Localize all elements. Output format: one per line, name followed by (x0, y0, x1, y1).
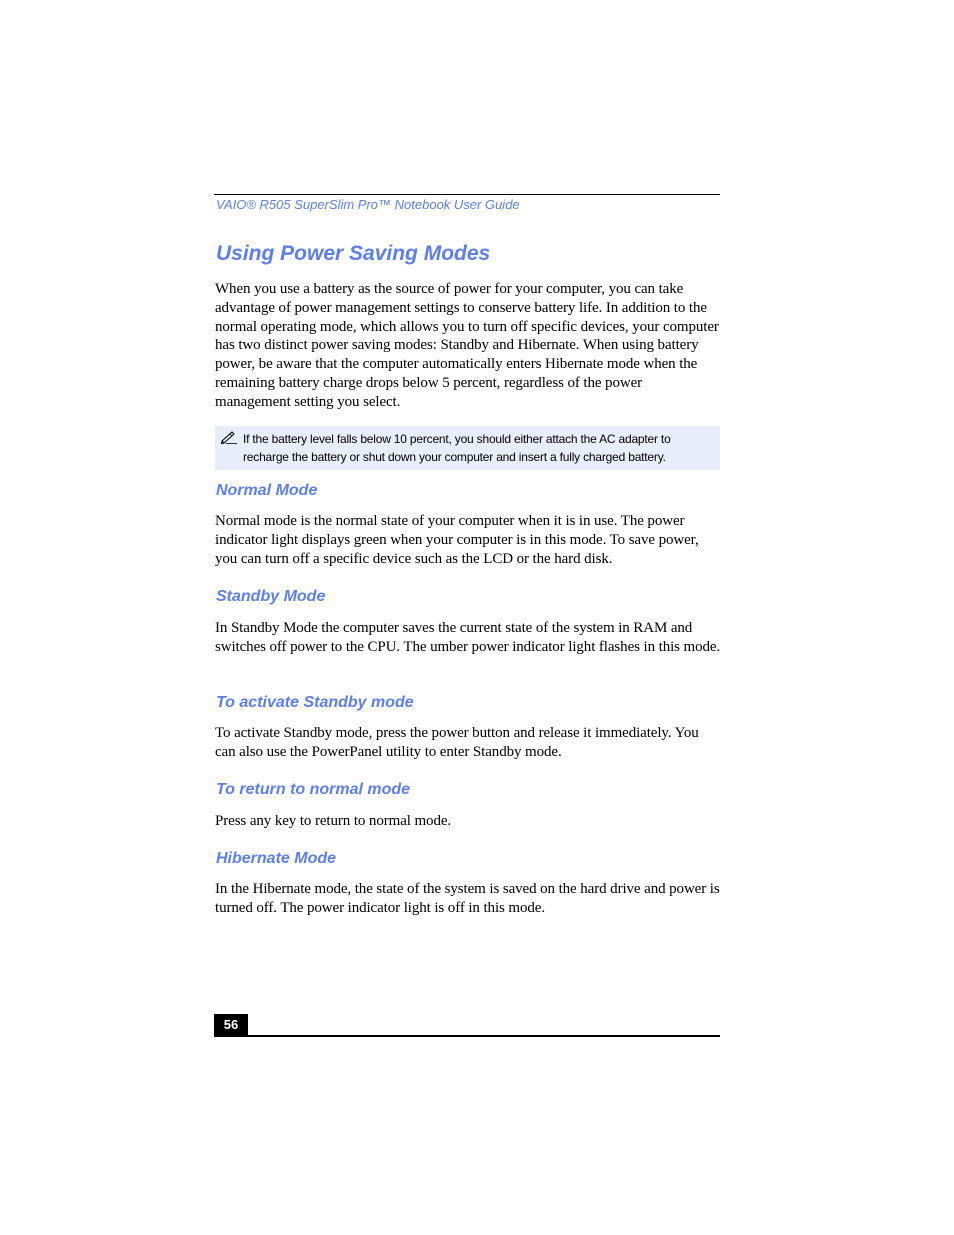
hibernate-mode-paragraph: In the Hibernate mode, the state of the system is saved on the hard drive and power is turned off. The power indicator light is off in this mode. (215, 881, 720, 916)
intro-paragraph: When you use a battery as the source of power for your computer, you can take advantage of power management settings to conserve battery life. In addition to the normal operating mode, which allows you to turn off specific devices, your computer has two distinct power saving modes: Standby and Hibernate. When using battery power, be aware that the computer automatically enters Hibernate mode when the remaining battery charge drops below 5 percent, regardless of the power management setting you select. (215, 281, 719, 410)
return-normal-paragraph: Press any key to return to normal mode. (215, 813, 452, 829)
note-box (215, 426, 720, 470)
heading-standby-mode: Standby Mode (216, 588, 326, 605)
heading-activate-standby: To activate Standby mode (216, 694, 414, 711)
heading-normal-mode: Normal Mode (216, 482, 318, 499)
standby-mode-paragraph: In Standby Mode the computer saves the current state of the system in RAM and switches off power to the CPU. The umber power indicator light flashes in this mode. (215, 620, 721, 655)
pencil-note-icon (220, 429, 238, 445)
header-rule (214, 194, 720, 195)
heading-return-normal: To return to normal mode (216, 781, 411, 798)
page-title: Using Power Saving Modes (216, 242, 491, 265)
activate-standby-paragraph: To activate Standby mode, press the power button and release it immediately. You can also use the PowerPanel utility to enter Standby mode. (215, 725, 699, 760)
note-text: If the battery level falls below 10 percent, you should either attach the AC adapter to recharge the battery or shut down your computer and insert a fully charged battery. (243, 432, 671, 464)
page-number: 56 (214, 1014, 248, 1036)
footer-rule (214, 1035, 720, 1037)
normal-mode-paragraph: Normal mode is the normal state of your computer when it is in use. The power indicator light displays green when your computer is in this mode. To save power, you can turn off a specific device such as the LCD or the hard disk. (215, 513, 699, 567)
guide-title: VAIO® R505 SuperSlim Pro™ Notebook User Guide (216, 197, 520, 212)
heading-hibernate-mode: Hibernate Mode (216, 850, 337, 867)
